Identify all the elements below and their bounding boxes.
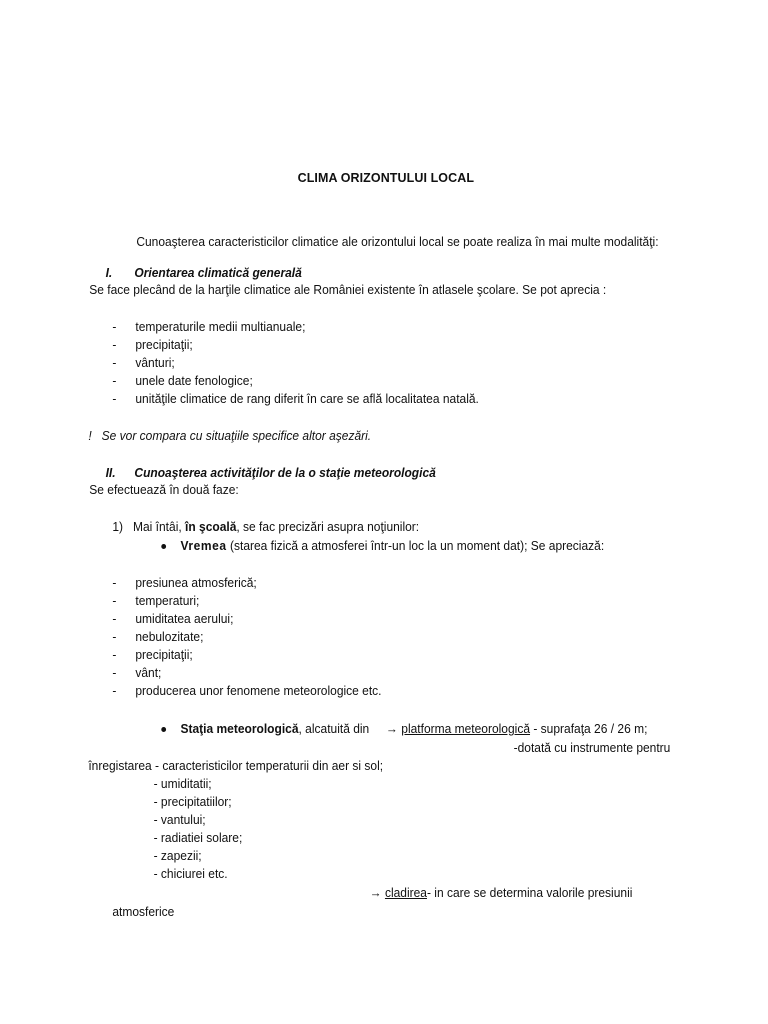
dash-marker: - — [112, 666, 117, 680]
list-item: nebulozitate; — [135, 630, 204, 644]
dash-marker: - — [112, 684, 117, 698]
cladirea-term: cladirea — [384, 886, 427, 900]
statia-definition — [180, 721, 647, 737]
list-item: presiunea atmosferică; — [135, 576, 257, 590]
section-1-number: I. — [105, 266, 113, 280]
list-item: unele date fenologice; — [135, 374, 253, 388]
list-item: precipitaţii; — [135, 648, 193, 662]
arrow-right-icon: → — [369, 886, 382, 900]
section-2-title: Cunoaşterea activităţilor de la o staţie meteorologică — [134, 466, 436, 480]
list-item: producerea unor fenomene meteorologice etc. — [135, 684, 382, 698]
dash-marker: - — [112, 392, 117, 406]
step-1-bold: în şcoală — [185, 520, 237, 534]
intro-paragraph: Cunoaşterea caracteristicilor climatice ale orizontului local se poate realiza în mai multe modalităţi: — [136, 235, 659, 249]
dash-marker: - — [112, 630, 117, 644]
note-text: Se vor compara cu situaţiile specifice altor aşezări. — [101, 429, 372, 443]
cladirea-last-line: atmosferice — [112, 905, 175, 919]
platforma-term: platforma meteorologică — [401, 722, 531, 736]
document-title: CLIMA ORIZONTULUI LOCAL — [297, 170, 475, 185]
list-item: vânt; — [135, 666, 162, 680]
statia-line-2: -dotată cu instrumente pentru — [513, 741, 671, 755]
exclamation-mark: ! — [88, 429, 92, 443]
section-1-heading — [106, 265, 302, 281]
bullet-icon — [161, 727, 166, 732]
dash-marker: - — [112, 374, 117, 388]
arrow-right-icon: → — [385, 722, 398, 736]
platforma-after: - suprafaţa 26 / 26 m; — [530, 722, 648, 736]
list-item: - precipitatiilor; — [153, 795, 232, 809]
list-item: - radiatiei solare; — [153, 831, 243, 845]
section-2-text: Se efectuează în două faze: — [89, 483, 239, 497]
dash-marker: - — [112, 320, 117, 334]
statia-term: Staţia meteorologică — [180, 722, 299, 736]
dash-marker: - — [112, 612, 117, 626]
list-item: unităţile climatice de rang diferit în care se află localitatea natală. — [135, 392, 479, 406]
statia-after: , alcatuită din — [298, 722, 370, 736]
vremea-term: Vremea — [180, 539, 227, 553]
list-item: - chiciurei etc. — [153, 867, 228, 881]
dash-marker: - — [112, 594, 117, 608]
list-item: - zapezii; — [153, 849, 202, 863]
list-item: - umiditatii; — [153, 777, 212, 791]
list-item: temperaturile medii multianuale; — [135, 320, 306, 334]
cladirea-after: - in care se determina valorile presiunii — [426, 886, 633, 900]
step-1 — [112, 519, 419, 535]
cladirea-line — [370, 885, 633, 901]
list-item: - vantului; — [153, 813, 206, 827]
vremea-definition — [180, 538, 604, 554]
list-item: umiditatea aerului; — [135, 612, 234, 626]
section-2-number: II. — [105, 466, 116, 480]
dash-marker: - — [112, 648, 117, 662]
section-1-text: Se face plecând de la harţile climatice ale României existente în atlasele şcolare. Se pot aprecia : — [89, 283, 607, 297]
list-item: precipitaţii; — [135, 338, 193, 352]
step-1-number: 1) — [112, 520, 123, 534]
list-item: vânturi; — [135, 356, 175, 370]
dash-marker: - — [112, 338, 117, 352]
step-1-suffix: , se fac precizări asupra noţiunilor: — [236, 520, 420, 534]
list-item: temperaturi; — [135, 594, 200, 608]
section-2-heading — [106, 465, 436, 481]
step-1-prefix: Mai întâi, — [133, 520, 186, 534]
statia-line-3: înregistarea - caracteristicilor temperaturii din aer si sol; — [88, 759, 384, 773]
bullet-icon — [161, 544, 166, 549]
dash-marker: - — [112, 576, 117, 590]
vremea-text: (starea fizică a atmosferei într-un loc la un moment dat); Se apreciază: — [226, 539, 605, 553]
comparison-note — [88, 428, 371, 444]
dash-marker: - — [112, 356, 117, 370]
section-1-title: Orientarea climatică generală — [134, 266, 302, 280]
